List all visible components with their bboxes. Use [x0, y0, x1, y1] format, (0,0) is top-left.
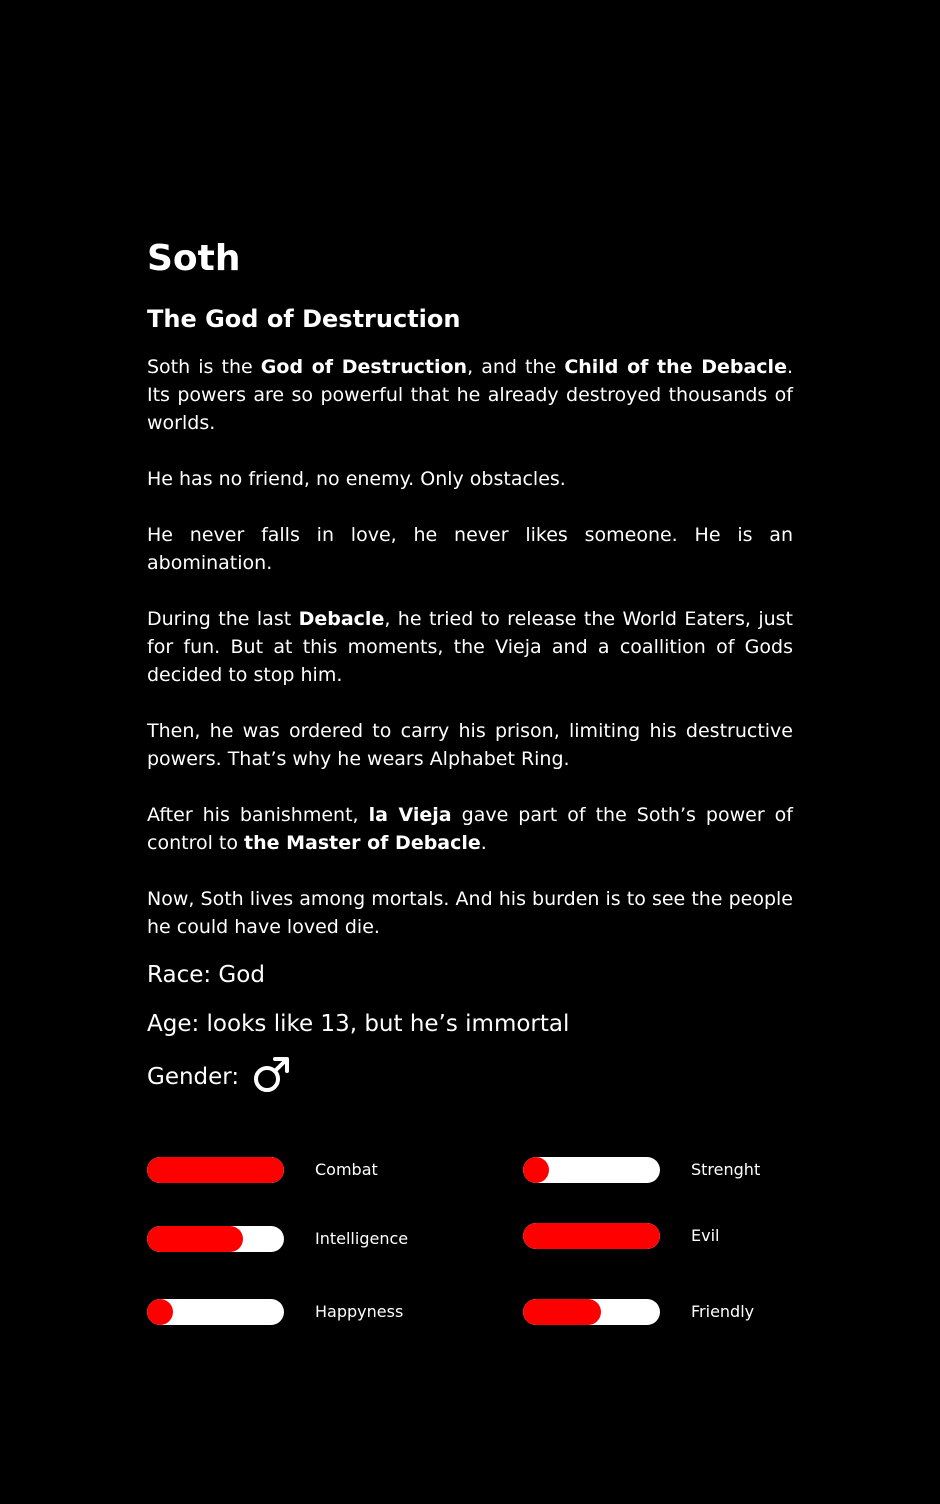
- stat-label: Friendly: [691, 1302, 755, 1321]
- stat-label: Combat: [315, 1160, 378, 1179]
- bio-highlight: Child of the Debacle: [564, 356, 787, 378]
- bio-highlight: la Vieja: [368, 804, 452, 826]
- bio-paragraph-6: [147, 801, 793, 857]
- stat-fill: [523, 1223, 660, 1249]
- stat-label: Intelligence: [315, 1229, 409, 1248]
- stat-fill: [147, 1226, 243, 1252]
- gender-info: [147, 1057, 793, 1097]
- bio-highlight: God of Destruction: [260, 356, 468, 378]
- character-sheet: [147, 234, 793, 1097]
- bio-text: During the last: [147, 608, 299, 630]
- stat-bar: [523, 1223, 660, 1249]
- bio-paragraph-3: He never falls in love, he never likes someone. He is an abomination.: [147, 524, 793, 574]
- stat-fill: [147, 1299, 173, 1325]
- bio-text: Soth is the: [147, 356, 261, 378]
- stat-fill: [147, 1157, 284, 1183]
- bio-text: gave part of the Soth’s power of control to: [147, 804, 793, 854]
- age-info: Age: looks like 13, but he’s immortal: [147, 1011, 570, 1037]
- bio-text: , and the: [467, 356, 565, 378]
- stat-label: Happyness: [315, 1302, 404, 1321]
- bio-text: . Its powers are so powerful that he already destroyed thousands of worlds.: [147, 356, 793, 434]
- bio-text: , he tried to release the World Eaters, just for fun. But at this moments, the Vieja and a coallition of Gods decided to stop him.: [147, 608, 793, 686]
- bio-paragraph-2: He has no friend, no enemy. Only obstacles.: [147, 468, 566, 490]
- bio-paragraph-5: Then, he was ordered to carry his prison, limiting his destructive powers. That’s why he wears Alphabet Ring.: [147, 720, 793, 770]
- bio-paragraph-7: Now, Soth lives among mortals. And his burden is to see the people he could have loved die.: [147, 888, 793, 938]
- male-symbol-icon: [251, 1055, 291, 1095]
- race-info: Race: God: [147, 962, 265, 988]
- character-title: The God of Destruction: [147, 305, 461, 333]
- gender-label: Gender:: [147, 1063, 240, 1090]
- stat-bar: [147, 1299, 284, 1325]
- stat-label: Evil: [691, 1226, 720, 1245]
- stat-bar: [147, 1157, 284, 1183]
- bio-highlight: the Master of Debacle: [244, 832, 481, 854]
- bio-paragraph-4: [147, 605, 793, 689]
- bio-text: After his banishment,: [147, 804, 369, 826]
- stat-bar: [523, 1299, 660, 1325]
- stat-label: Strenght: [691, 1160, 761, 1179]
- stat-bar: [523, 1157, 660, 1183]
- stat-bar: [147, 1226, 284, 1252]
- character-bio: [147, 353, 793, 941]
- bio-text: .: [480, 832, 487, 854]
- bio-paragraph-1: [147, 353, 793, 437]
- character-name: Soth: [147, 238, 241, 279]
- bio-highlight: Debacle: [298, 608, 385, 630]
- stat-fill: [523, 1299, 601, 1325]
- stat-fill: [523, 1157, 549, 1183]
